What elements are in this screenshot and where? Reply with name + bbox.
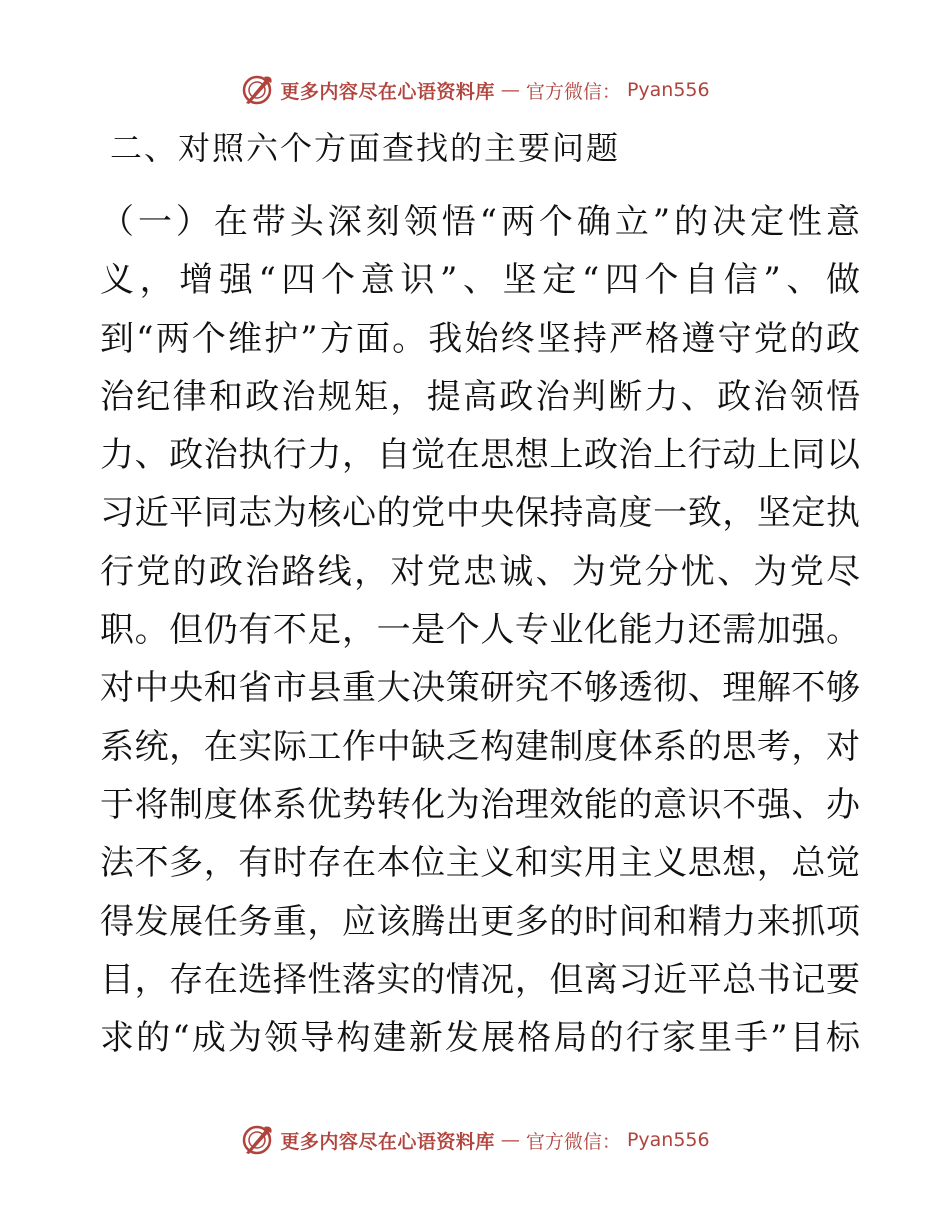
- text-line: 目，存在选择性落实的情况，但离习近平总书记要: [100, 959, 860, 1000]
- text-line: 求的“成为领导构建新发展格局的行家里手”目标: [100, 1018, 860, 1059]
- header-watermark-banner: [0, 70, 950, 110]
- text-line: 法不多，有时存在本位主义和实用主义思想，总觉: [100, 843, 860, 884]
- banner-wechat-label: 官方微信：: [525, 1130, 621, 1153]
- text-line: 治纪律和政治规矩，提高政治判断力、政治领悟: [100, 376, 860, 417]
- footer-watermark-banner: [0, 1120, 950, 1160]
- text-line: 行党的政治路线，对党忠诚、为党分忧、为党尽: [100, 551, 860, 592]
- text-line: 到“两个维护”方面。我始终坚持严格遵守党的政: [100, 318, 860, 359]
- banner-brand-text: 更多内容尽在心语资料库: [280, 1130, 495, 1153]
- banner-wechat-id: Pyan556: [626, 79, 710, 101]
- banner-dash: —: [500, 79, 520, 101]
- text-line: 系统，在实际工作中缺乏构建制度体系的思考，对: [100, 726, 860, 767]
- text-line: 得发展任务重，应该腾出更多的时间和精力来抓项: [100, 901, 860, 942]
- text-line: 义，增强“四个意识”、坚定“四个自信”、做: [100, 260, 860, 301]
- text-line: （一）在带头深刻领悟“两个确立”的决定性意: [100, 202, 860, 242]
- text-line: 对中央和省市县重大决策研究不够透彻、理解不够: [100, 668, 860, 709]
- banner-dash: —: [500, 1129, 520, 1151]
- text-line: 习近平同志为核心的党中央保持高度一致，坚定执: [100, 493, 860, 534]
- body-paragraph: [100, 193, 860, 1067]
- quill-logo-icon: [240, 73, 274, 107]
- quill-logo-icon: [240, 1123, 274, 1157]
- banner-wechat-id: Pyan556: [626, 1129, 710, 1151]
- section-heading: 二、对照六个方面查找的主要问题: [110, 129, 621, 167]
- text-line: 职。但仍有不足，一是个人专业化能力还需加强。: [100, 610, 860, 651]
- text-line: 于将制度体系优势转化为治理效能的意识不强、办: [100, 784, 860, 825]
- text-line: 力、政治执行力，自觉在思想上政治上行动上同以: [100, 435, 860, 476]
- banner-wechat-label: 官方微信：: [525, 80, 621, 103]
- banner-brand-text: 更多内容尽在心语资料库: [280, 80, 495, 103]
